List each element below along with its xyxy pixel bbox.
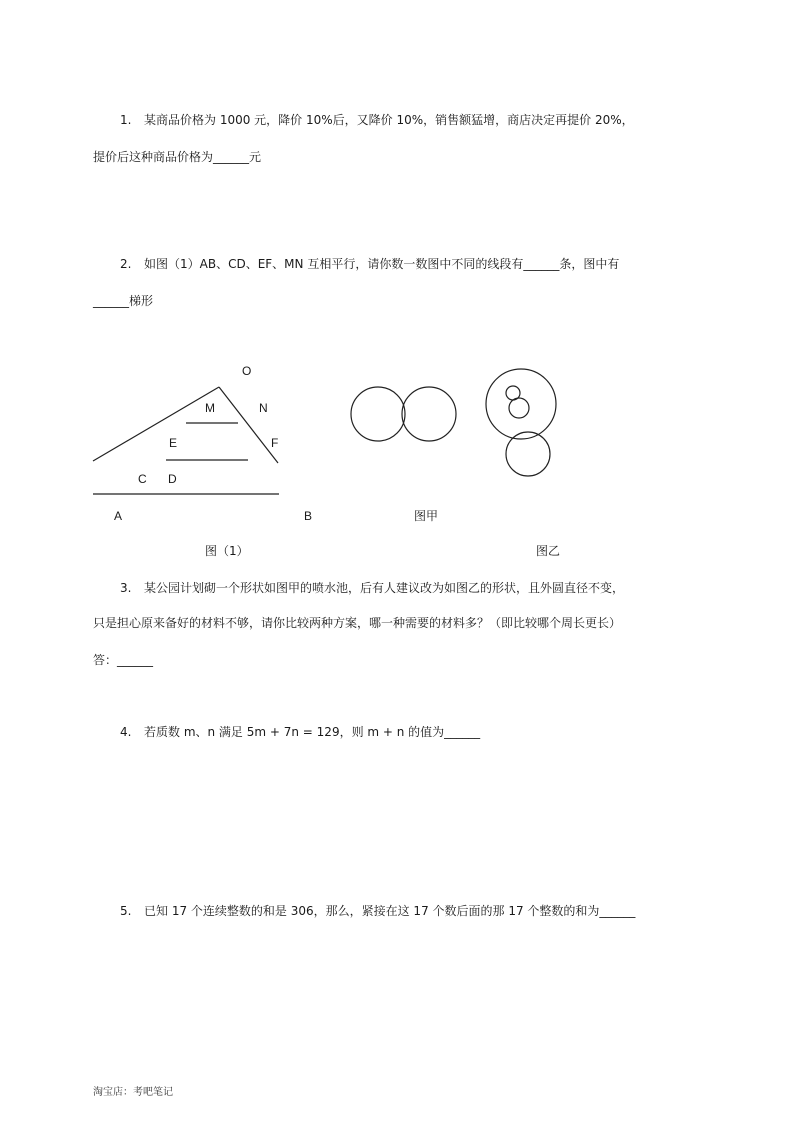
q5-line1 xyxy=(120,903,635,919)
q2-text-1: 如图（1）AB、CD、EF、MN 互相平行，请你数一数图中不同的线段有______条，图中有 xyxy=(144,257,620,271)
fig1-label-f: F xyxy=(271,436,279,450)
fig1-side-a-o xyxy=(93,387,219,461)
fig1-label-m: M xyxy=(205,401,215,415)
fig1-label-d: D xyxy=(168,472,177,486)
page-footer: 淘宝店：考吧笔记 xyxy=(93,1087,173,1098)
q3-line2: 只是担心原来备好的材料不够，请你比较两种方案，哪一种需要的材料多？（即比较哪个周长更长） xyxy=(93,616,622,630)
q3-line1 xyxy=(120,580,624,596)
fig-jia-right-circle xyxy=(402,387,456,441)
q3-text-1: 某公园计划砌一个形状如图甲的喷水池，后有人建议改为如图乙的形状，且外圆直径不变， xyxy=(144,581,625,595)
q1-line2: 提价后这种商品价格为______元 xyxy=(93,150,262,164)
fig1-label-n: N xyxy=(259,401,268,415)
q5-text-1: 已知 17 个连续整数的和是 306，那么，紧接在这 17 个数后面的那 17 个整数的和为______ xyxy=(144,904,636,918)
fig-jia-caption: 图甲 xyxy=(414,509,439,523)
fig1-label-b: B xyxy=(304,509,313,523)
q2-number: 2. xyxy=(120,257,132,271)
fig1-label-o: O xyxy=(242,364,252,378)
fig-yi-small-circle-mid xyxy=(509,398,529,418)
fig-yi-outer-circle xyxy=(486,369,556,439)
q4-number: 4. xyxy=(120,725,132,739)
q4-text-1: 若质数 m、n 满足 5m + 7n = 129，则 m + n 的值为______ xyxy=(144,725,481,739)
q5-number: 5. xyxy=(120,904,132,918)
q4-line1 xyxy=(120,724,480,740)
fig1-label-a: A xyxy=(114,509,123,523)
fig-yi-caption: 图乙 xyxy=(536,544,561,558)
q3-line3: 答：______ xyxy=(93,653,154,667)
fig1-label-e: E xyxy=(169,436,178,450)
fig1-label-c: C xyxy=(138,472,147,486)
q3-number: 3. xyxy=(120,581,132,595)
q1-text-1: 某商品价格为 1000 元，降价 10%后，又降价 10%，销售额猛增，商店决定再提价 20%， xyxy=(144,113,634,127)
fig-jia-left-circle xyxy=(351,387,405,441)
fig1-side-o-b xyxy=(219,387,278,463)
fig1-caption: 图（1） xyxy=(205,544,249,558)
q1-number: 1. xyxy=(120,113,132,127)
q2-line2: ______梯形 xyxy=(93,294,154,308)
